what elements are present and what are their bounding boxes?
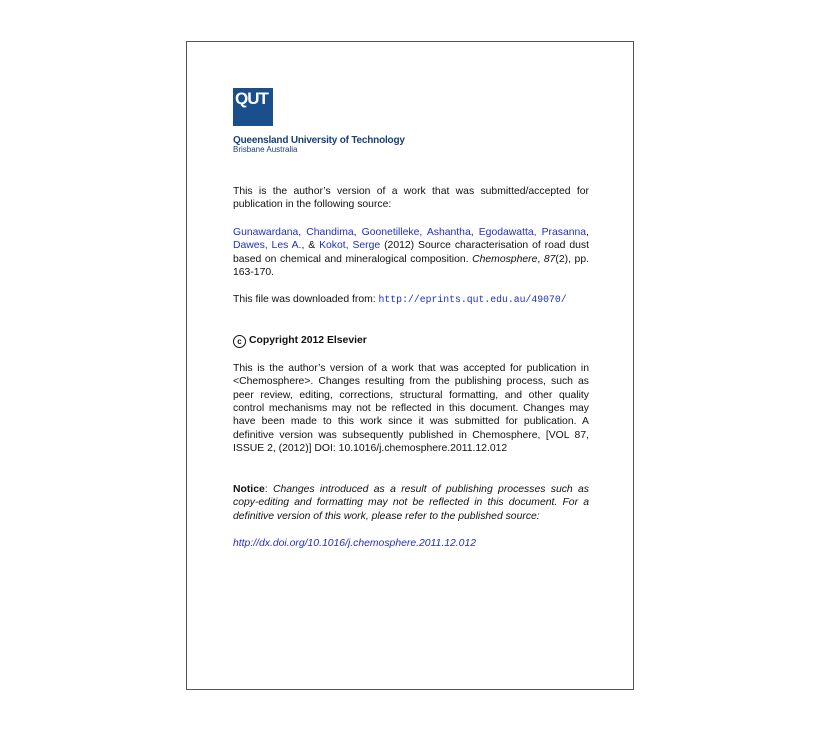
doi-link[interactable]: http://dx.doi.org/10.1016/j.chemosphere.2011.12.012 bbox=[233, 537, 477, 549]
university-location: Brisbane Australia bbox=[233, 145, 298, 154]
document-page bbox=[186, 41, 634, 690]
notice-label: Notice bbox=[233, 483, 265, 495]
notice bbox=[233, 483, 589, 523]
author-link[interactable]: Gunawardana, Chandima bbox=[233, 226, 354, 238]
citation-title: (2012) Source characterisation of road dust based on chemical and mineralogical composition. bbox=[233, 240, 589, 265]
author-link[interactable]: Egodawatta, Prasanna bbox=[478, 226, 587, 238]
download-label: This file was downloaded from: bbox=[233, 294, 379, 306]
journal-name: Chemosphere bbox=[472, 253, 538, 265]
intro-text: This is the author’s version of a work that was submitted/accepted for publication in the following source: bbox=[233, 186, 589, 211]
cover-sheet bbox=[233, 88, 589, 550]
qut-logo bbox=[233, 88, 403, 154]
citation-separator: , bbox=[470, 226, 479, 238]
version-note: This is the author’s version of a work that was accepted for publication in <Chemosphere>. Changes resulting from the publishing process, such as peer review, editing, corrections, structural formatting, and other quality control mechanisms may not be reflected in this document. Changes may have been made to this work since it was submitted for publication. A definitive version was subsequently published in Chemosphere, [VOL 87, ISSUE 2, (2012)] DOI: 10.1016/j.chemosphere.2011.12.012 bbox=[233, 362, 589, 455]
citation-separator: , & bbox=[301, 240, 320, 252]
download-line bbox=[233, 293, 589, 306]
journal-issue-pages: (2), pp. 163-170. bbox=[233, 253, 589, 279]
citation-separator: , bbox=[586, 226, 589, 238]
qut-logo-mark: QUT bbox=[233, 88, 273, 126]
eprints-link[interactable]: http://eprints.qut.edu.au/49070/ bbox=[378, 294, 567, 306]
citation bbox=[233, 226, 589, 280]
university-name: Queensland University of Technology bbox=[233, 135, 405, 146]
author-link[interactable]: Kokot, Serge bbox=[319, 240, 381, 252]
journal-volume: 87 bbox=[543, 253, 556, 265]
citation-separator: , bbox=[353, 226, 362, 238]
copyright-text: Copyright 2012 Elsevier bbox=[249, 334, 367, 346]
copyright-line bbox=[233, 334, 589, 348]
author-link[interactable]: Dawes, Les A. bbox=[233, 240, 302, 252]
citation-separator: , bbox=[537, 253, 544, 265]
notice-colon: : bbox=[264, 483, 273, 495]
notice-text: Changes introduced as a result of publishing processes such as copy-editing and formatting may not be reflected in this document. For a definitive version of this work, please refer to the published source: bbox=[233, 483, 590, 522]
doi-line bbox=[233, 537, 589, 550]
author-link[interactable]: Goonetilleke, Ashantha bbox=[361, 226, 471, 238]
copyright-icon: c bbox=[233, 335, 246, 348]
